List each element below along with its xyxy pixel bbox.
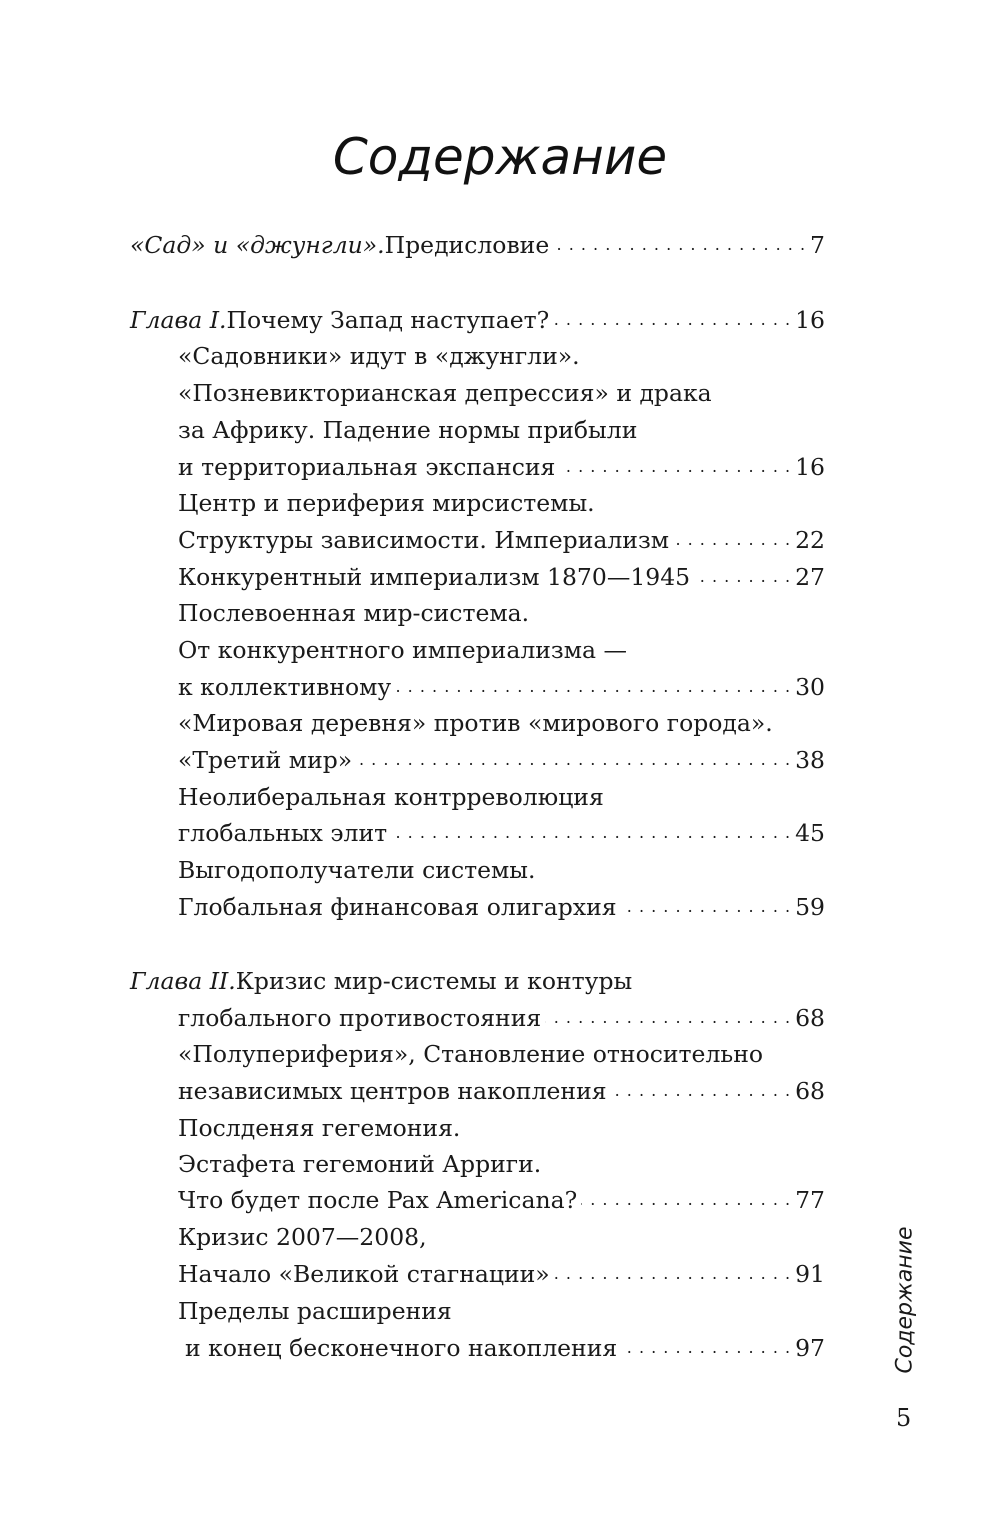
- dot-leader: [554, 1257, 791, 1291]
- dot-leader: [621, 1331, 791, 1365]
- entry-page: 68: [795, 1077, 825, 1105]
- entry-text: Предисловие: [384, 231, 550, 259]
- dot-leader: [553, 303, 791, 337]
- toc-entry-preface[interactable]: [130, 228, 825, 262]
- toc-entry[interactable]: [178, 890, 825, 924]
- chapter-title: Почему Запад наступает?: [226, 306, 550, 334]
- entry-page: 45: [795, 819, 825, 847]
- entry-text: Начало «Великой стагнации»: [178, 1260, 550, 1288]
- entry-page: 16: [795, 453, 825, 481]
- dot-leader: [553, 228, 806, 262]
- toc-line: Центр и периферия мирсистемы.: [178, 489, 595, 517]
- toc-line: Неолиберальная контрреволюция: [178, 783, 604, 811]
- entry-text: глобальных элит: [178, 819, 388, 847]
- toc-chapter-1[interactable]: [130, 303, 825, 337]
- toc-line: Кризис 2007—2008,: [178, 1223, 427, 1251]
- running-head: Содержание: [892, 1226, 918, 1374]
- toc-line: Выгодополучатели системы.: [178, 856, 536, 884]
- toc-entry[interactable]: [178, 816, 825, 850]
- entry-text: «Третий мир»: [178, 746, 353, 774]
- entry-page: 22: [795, 526, 825, 554]
- entry-page: 77: [795, 1186, 825, 1214]
- toc-entry[interactable]: [178, 1074, 825, 1108]
- entry-text: и конец бесконечного накопления: [185, 1334, 618, 1362]
- dot-leader: [694, 560, 791, 594]
- toc-entry[interactable]: [178, 523, 825, 557]
- toc-entry[interactable]: [178, 560, 825, 594]
- dot-leader: [611, 1074, 792, 1108]
- dot-leader: [545, 1001, 791, 1035]
- toc-entry[interactable]: [178, 450, 825, 484]
- entry-page: 38: [795, 746, 825, 774]
- entry-text: Конкурентный империализм 1870—1945: [178, 563, 691, 591]
- entry-page: 16: [795, 306, 825, 334]
- toc-line: Эстафета гегемоний Арриги.: [178, 1150, 542, 1178]
- entry-page: 91: [795, 1260, 825, 1288]
- toc-line: за Африку. Падение нормы прибыли: [178, 416, 638, 444]
- dot-leader: [673, 523, 791, 557]
- entry-page: 27: [795, 563, 825, 591]
- toc-entry[interactable]: [178, 670, 825, 704]
- chapter-label: Глава I.: [130, 306, 227, 334]
- toc-entry[interactable]: [178, 1257, 825, 1291]
- entry-text: к коллективному: [178, 673, 392, 701]
- toc-entry[interactable]: [178, 1001, 825, 1035]
- toc-entry[interactable]: [178, 743, 825, 777]
- toc-line: «Полупериферия», Становление относительно: [178, 1040, 763, 1068]
- toc-line: Послденяя гегемония.: [178, 1114, 461, 1142]
- page-number: 5: [896, 1404, 912, 1432]
- toc-line: «Садовники» идут в «джунгли».: [178, 342, 580, 370]
- chapter-title: Кризис мир-системы и контуры: [235, 967, 633, 995]
- toc-line: От конкурентного империализма —: [178, 636, 628, 664]
- entry-text: независимых центров накопления: [178, 1077, 607, 1105]
- entry-text: Глобальная финансовая олигархия: [178, 893, 617, 921]
- entry-text: Структуры зависимости. Империализм: [178, 526, 670, 554]
- entry-page: 30: [795, 673, 825, 701]
- entry-italic: «Сад» и «джунгли».: [130, 231, 385, 259]
- entry-page: 59: [795, 893, 825, 921]
- page-title: Содержание: [332, 128, 668, 186]
- chapter-label: Глава II.: [130, 967, 236, 995]
- toc-entry[interactable]: [185, 1331, 825, 1365]
- toc-line: Пределы расширения: [178, 1297, 452, 1325]
- toc-line: «Мировая деревня» против «мирового города».: [178, 709, 773, 737]
- entry-page: 7: [810, 231, 825, 259]
- dot-leader: [559, 450, 791, 484]
- entry-text: глобального противостояния: [178, 1004, 542, 1032]
- toc-line: Послевоенная мир-система.: [178, 599, 530, 627]
- dot-leader: [395, 670, 791, 704]
- entry-text: Что будет после Pax Americana?: [178, 1186, 578, 1214]
- toc-chapter-2[interactable]: [130, 964, 632, 998]
- dot-leader: [621, 890, 792, 924]
- entry-page: 97: [795, 1334, 825, 1362]
- entry-page: 68: [795, 1004, 825, 1032]
- dot-leader: [391, 816, 791, 850]
- toc-entry[interactable]: [178, 1183, 825, 1217]
- dot-leader: [356, 743, 791, 777]
- dot-leader: [581, 1183, 791, 1217]
- entry-text: и территориальная экспансия: [178, 453, 556, 481]
- toc-line: «Позневикторианская депрессия» и драка: [178, 379, 712, 407]
